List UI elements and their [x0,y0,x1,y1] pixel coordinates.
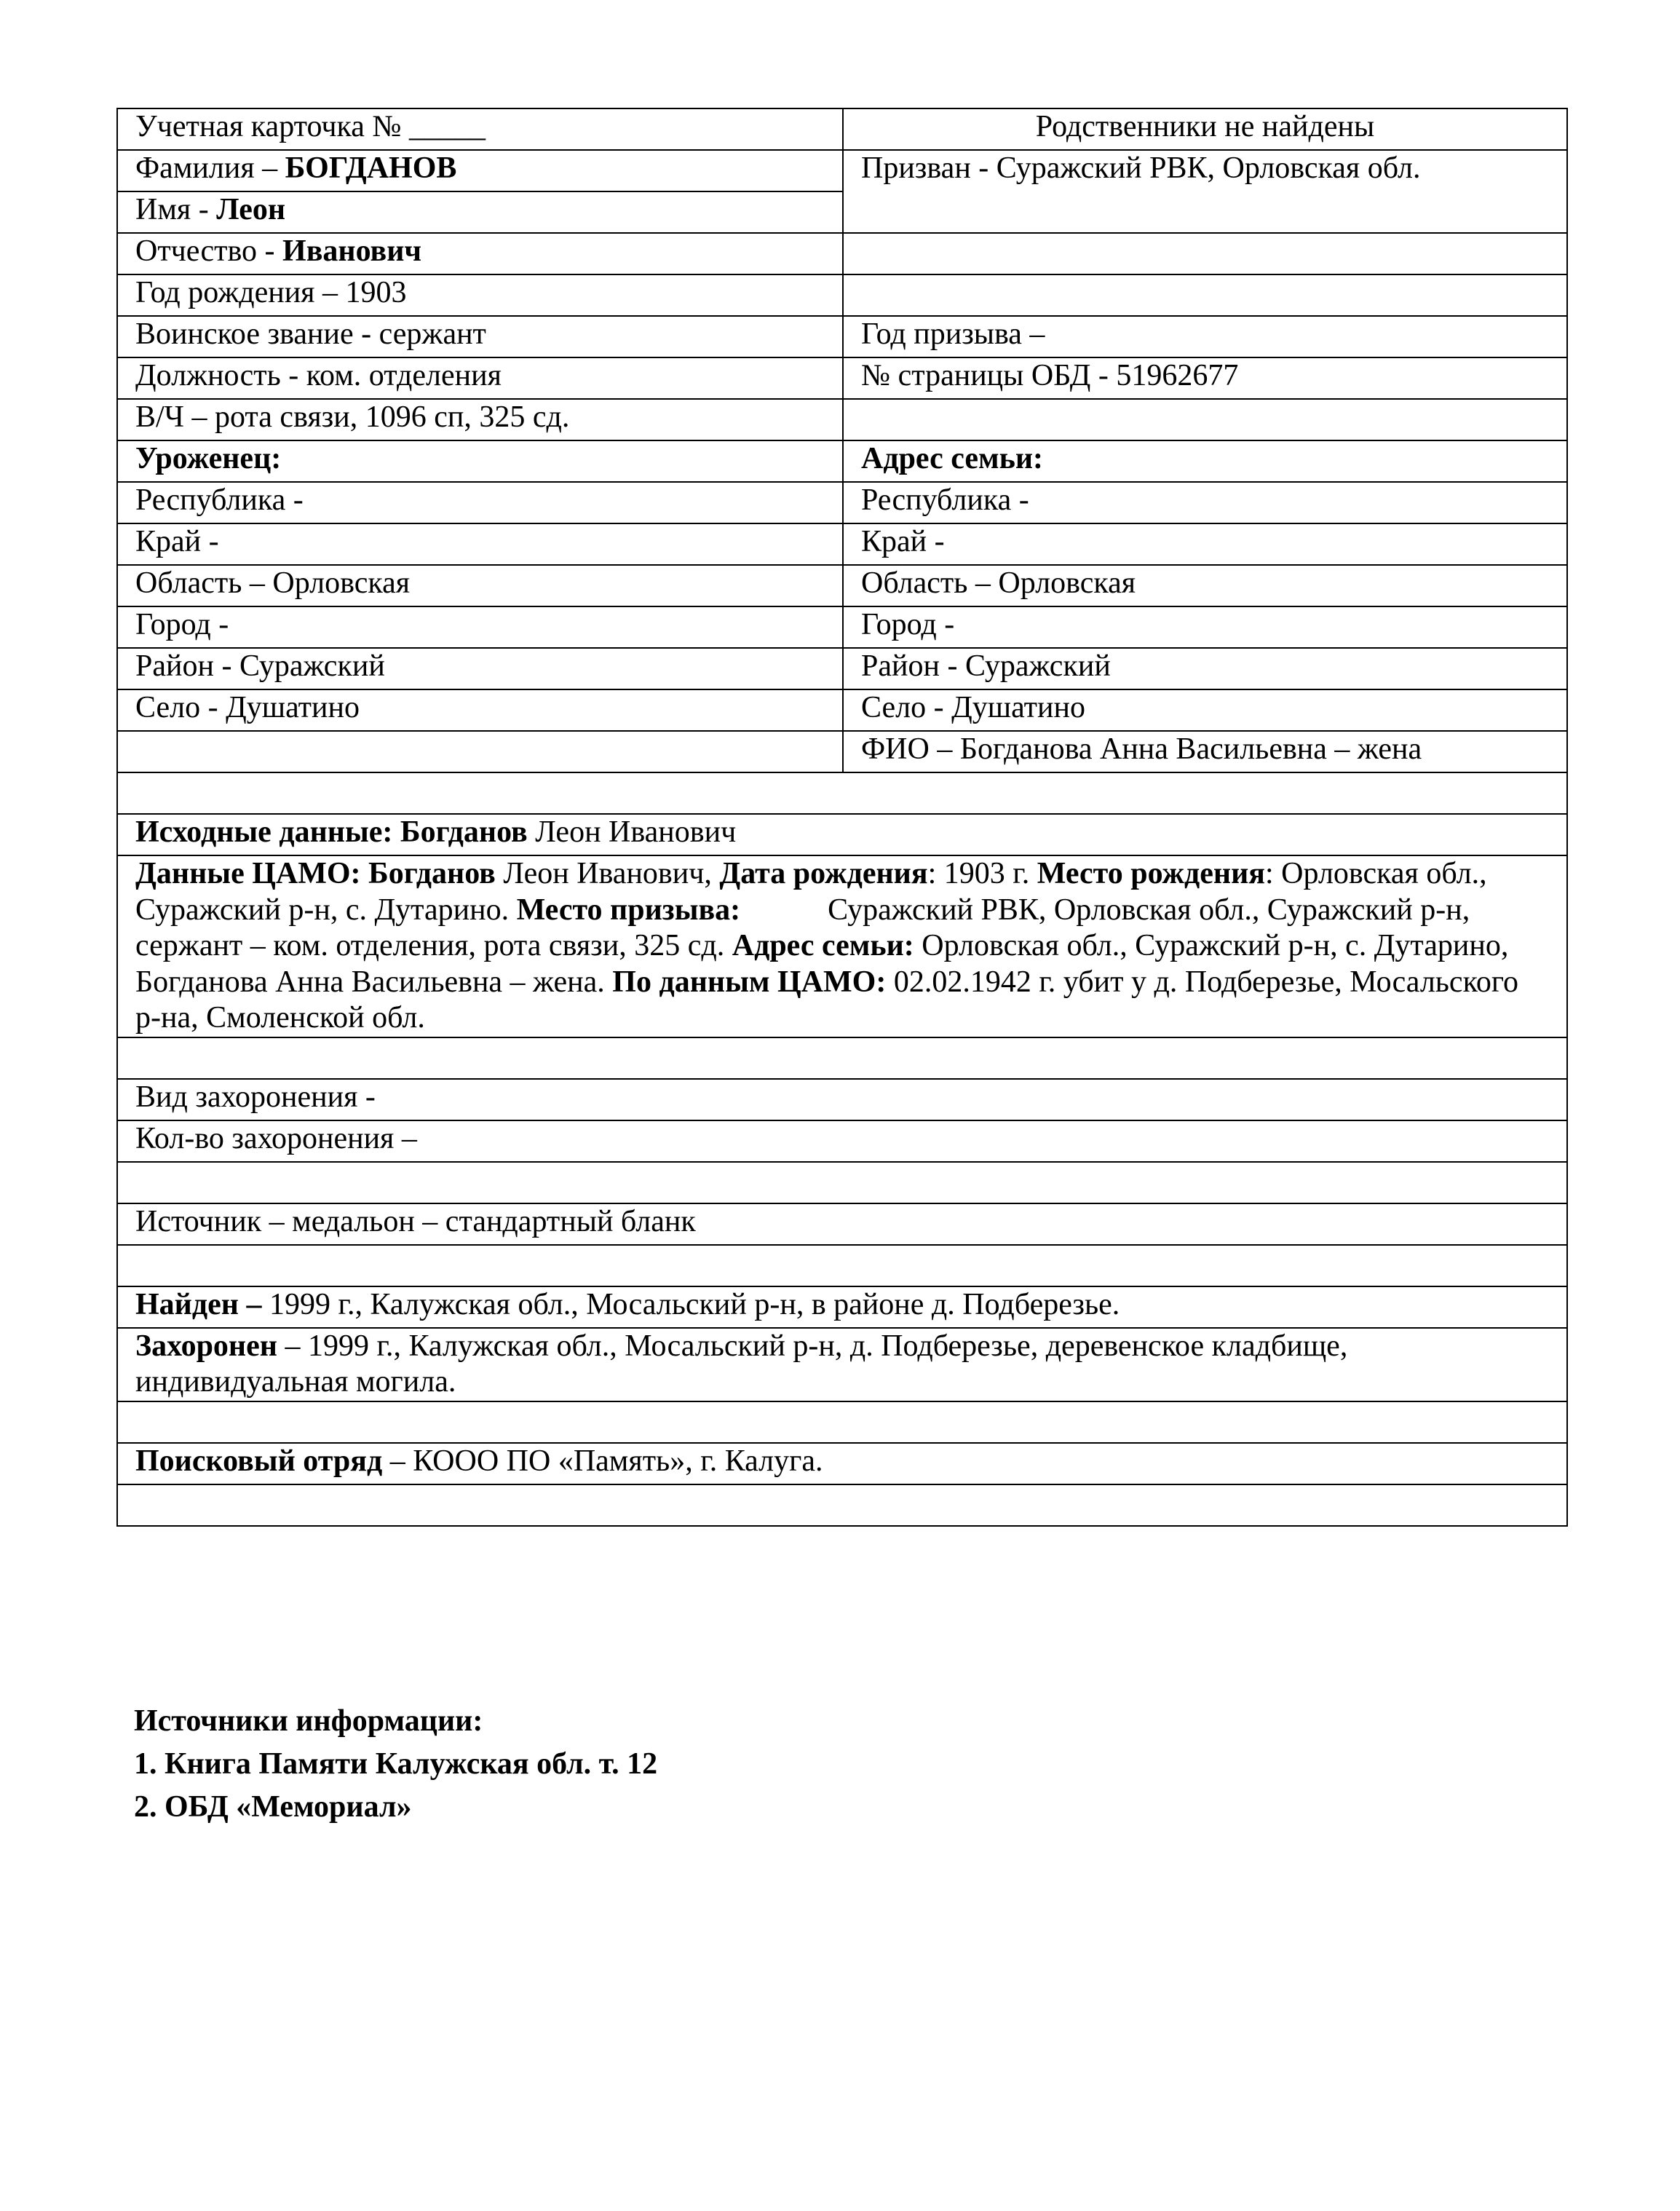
tsamo-draft-label: Место призыва: [516,893,741,927]
tsamo-data [117,855,1567,1037]
empty-cell [843,274,1567,316]
burial-count: Кол-во захоронения – [117,1120,1567,1162]
info-sources [134,1704,657,1832]
surname-cell [117,150,843,191]
table-row [117,1401,1567,1443]
found-value: 1999 г., Калужская обл., Мосальский р-н, в районе д. Подберезье. [261,1287,1120,1321]
native-krai: Край - [117,523,843,565]
empty-row [117,1037,1567,1079]
burial-type: Вид захоронения - [117,1079,1567,1120]
empty-row [117,1245,1567,1286]
info-source-item: 1. Книга Памяти Калужская обл. т. 12 [134,1747,658,1781]
patronymic-label: Отчество - [135,234,283,268]
patronymic-cell [117,233,843,274]
native-heading [117,440,843,482]
empty-cell [843,233,1567,274]
native-heading-text: Уроженец: [135,442,282,475]
tsamo-fate-label: По данным ЦАМО: [612,965,887,999]
info-source-item: 2. ОБД «Мемориал» [134,1790,412,1824]
position: Должность - ком. отделения [117,357,843,399]
card-title: Учетная карточка № _____ [117,108,843,150]
table-row [117,1203,1567,1245]
military-unit: В/Ч – рота связи, 1096 сп, 325 сд. [117,399,843,440]
table-row [117,1120,1567,1162]
conscripted-by: Призван - Суражский РВК, Орловская обл. [843,150,1567,233]
birth-year: Год рождения – 1903 [117,274,843,316]
tsamo-draft-value: Суражский РВК, Орловская обл., Суражский р-н, сержант – ком. отделения, рота связи, 325 сд. [135,893,1470,963]
tsamo-name: Леон Иванович, [495,857,720,890]
table-row [117,316,1567,357]
table-row [117,1443,1567,1484]
source-data-surname: Богданов [400,815,528,849]
table-row [117,772,1567,814]
found-info [117,1286,1567,1328]
tsamo-birth-label: Дата рождения [719,857,928,890]
tsamo-birthplace-value: : Орловская обл., Суражский р-н, с. Дутарино. [135,857,1487,927]
source-data [117,814,1567,855]
table-row [117,855,1567,1037]
table-row [117,274,1567,316]
table-row [117,648,1567,689]
empty-cell [843,399,1567,440]
native-village: Село - Душатино [117,689,843,731]
table-row [117,523,1567,565]
native-republic: Республика - [117,482,843,523]
squad-value: – КООО ПО «Память», г. Калуга. [382,1444,823,1478]
squad-label: Поисковый отряд [135,1444,383,1478]
family-oblast: Область – Орловская [843,565,1567,606]
family-heading-text: Адрес семьи: [861,442,1044,475]
table-row [117,399,1567,440]
table-row [117,1079,1567,1120]
table-row [117,689,1567,731]
tsamo-surname: Богданов [368,857,496,890]
relatives-status: Родственники не найдены [843,108,1567,150]
tsamo-birth-value: : 1903 г. [927,857,1037,890]
table-row [117,1286,1567,1328]
tsamo-family-label: Адрес семьи: [732,929,914,963]
table-row [117,108,1567,150]
table-row [117,150,1567,191]
obd-page-number: № страницы ОБД - 51962677 [843,357,1567,399]
family-village: Село - Душатино [843,689,1567,731]
info-sources-heading: Источники информации: [134,1704,483,1738]
tsamo-label: Данные ЦАМО: [135,857,369,890]
found-label: Найден – [135,1287,262,1321]
native-city: Город - [117,606,843,648]
surname-label: Фамилия – [135,151,285,185]
family-district: Район - Суражский [843,648,1567,689]
table-row [117,357,1567,399]
source-data-name: Леон Иванович [527,815,737,849]
table-row [117,1245,1567,1286]
table-row [117,606,1567,648]
family-republic: Республика - [843,482,1567,523]
military-rank: Воинское звание - сержант [117,316,843,357]
surname-value: БОГДАНОВ [285,151,457,185]
patronymic-value: Иванович [282,234,422,268]
family-fio: ФИО – Богданова Анна Васильевна – жена [843,731,1567,772]
identification-source: Источник – медальон – стандартный бланк [117,1203,1567,1245]
buried-value: – 1999 г., Калужская обл., Мосальский р-н, д. Подберезье, деревенское кладбище, индивидуальная могила. [135,1329,1348,1399]
empty-cell [117,731,843,772]
draft-year: Год призыва – [843,316,1567,357]
name-label: Имя - [135,193,217,226]
tsamo-birthplace-label: Место рождения [1037,857,1266,890]
source-data-label: Исходные данные: [135,815,400,849]
table-row [117,233,1567,274]
empty-row [117,1401,1567,1443]
native-district: Район - Суражский [117,648,843,689]
family-krai: Край - [843,523,1567,565]
table-row [117,814,1567,855]
table-row [117,1037,1567,1079]
table-row [117,731,1567,772]
table-row [117,565,1567,606]
family-heading [843,440,1567,482]
empty-row [117,1162,1567,1203]
table-row [117,482,1567,523]
table-row [117,1484,1567,1526]
search-squad [117,1443,1567,1484]
empty-row [117,1484,1567,1526]
table-row [117,1328,1567,1401]
name-cell [117,191,843,233]
tsamo-family-value: Орловская обл., Суражский р-н, с. Дутарино, Богданова Анна Васильевна – жена. [135,929,1509,999]
empty-row [117,772,1567,814]
name-value: Леон [216,193,286,226]
native-oblast: Область – Орловская [117,565,843,606]
table-row [117,1162,1567,1203]
buried-info [117,1328,1567,1401]
table-row [117,440,1567,482]
buried-label: Захоронен [135,1329,277,1363]
family-city: Город - [843,606,1567,648]
record-card-table [116,108,1568,1527]
tsamo-fate-value: 02.02.1942 г. убит у д. Подберезье, Мосальского р-на, Смоленской обл. [135,965,1519,1035]
